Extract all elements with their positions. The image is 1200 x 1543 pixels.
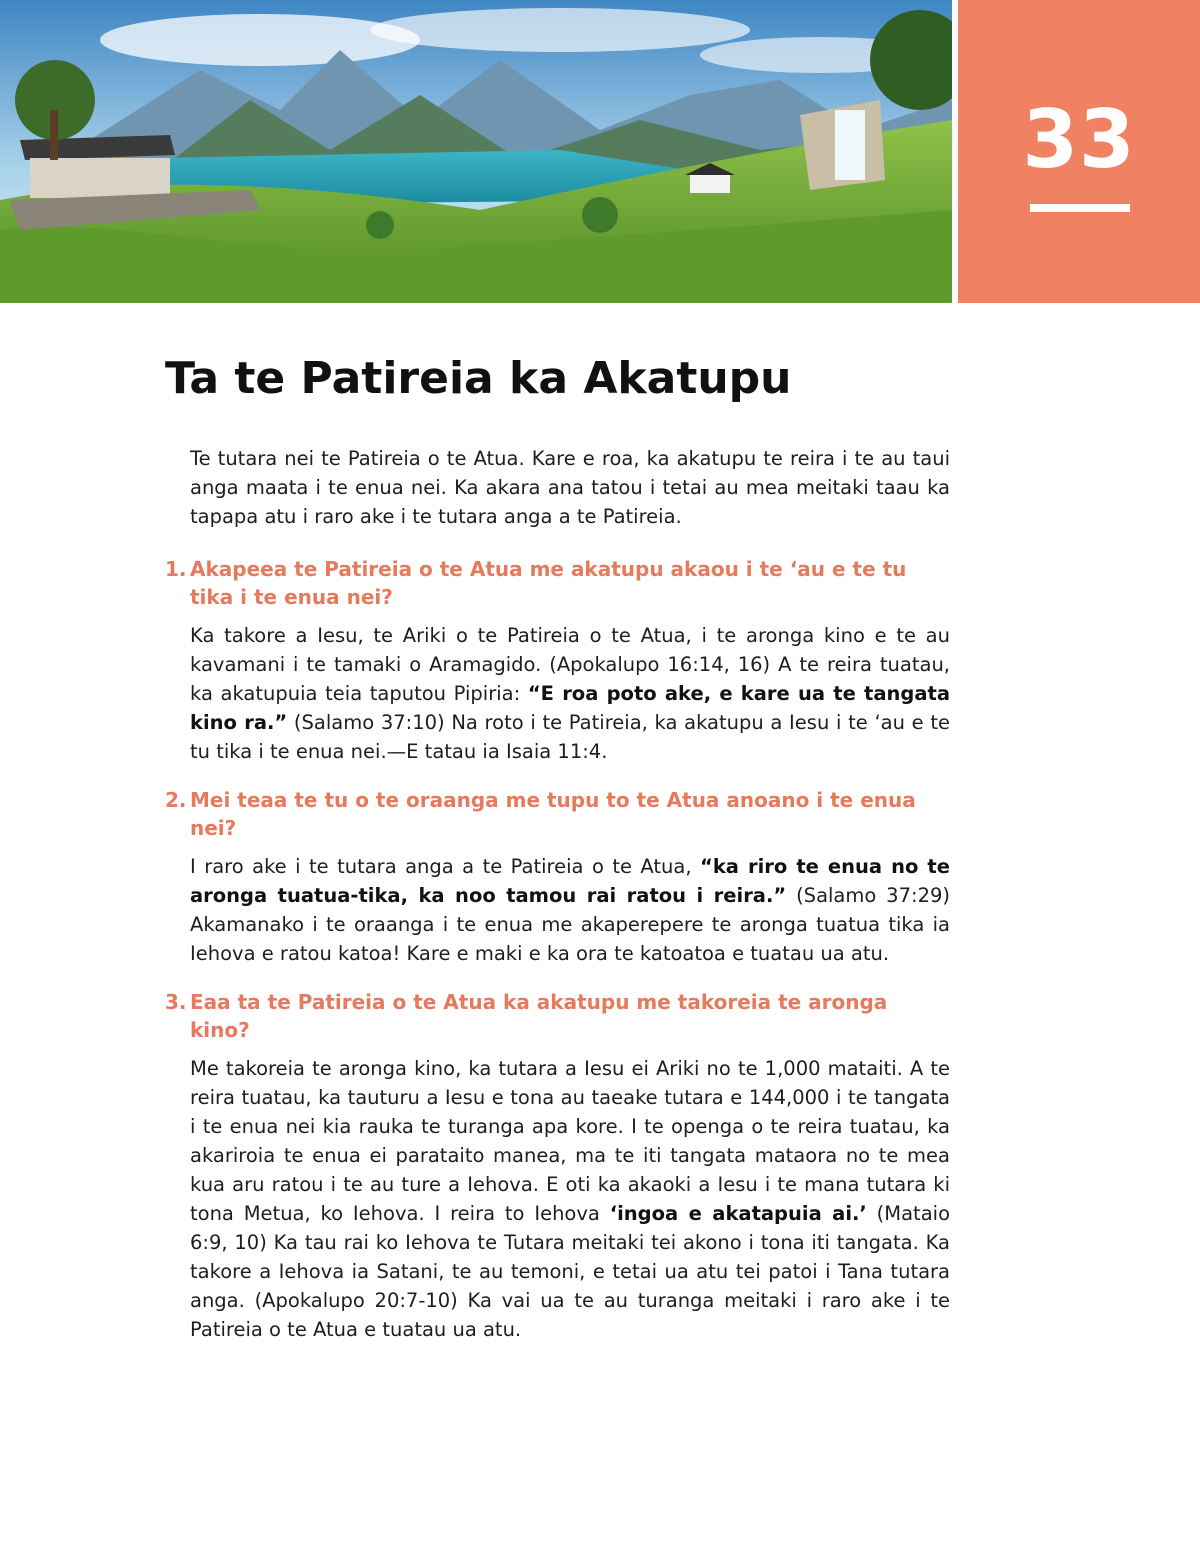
question-text: Mei teaa te tu o te oraanga me tupu to te Atua anoano i te enua nei? [190, 788, 916, 840]
intro-paragraph: Te tutara nei te Patireia o te Atua. Kare e roa, ka akatupu te reira i te au taui anga maata i te enua nei. Ka akara ana tatou i tetai au mea meitaki taau ka tapapa atu i raro ake i te tutara anga a te Patireia. [190, 447, 950, 528]
answer-text: Ka takore a Iesu, te Ariki o te Patireia o te Atua, i te aronga kino e te au kavamani i te tamaki o Aramagido. (Apokalupo 16:14, 16) A te reira tuatau, ka akatupuia teia taputou Pipiria: [190, 624, 950, 705]
answer-text: (Salamo 37:29) Akamanako i te oraanga i te enua me akaperepere te aronga tuatua tika ia Iehova e ratou katoa! Kare e maki e ka ora te katoatoa e tuatau ua atu. [190, 884, 950, 965]
header-illustration [0, 0, 952, 303]
question-2 [165, 786, 950, 842]
question-text: Akapeea te Patireia o te Atua me akatupu akaou i te ‘au e te tu tika i te enua nei? [190, 557, 907, 609]
lesson-body [0, 444, 1200, 1364]
answer-text: (Salamo 37:10) Na roto i te Patireia, ka akatupu a Iesu i te ‘au e te tu tika i te enua nei.—E tatau ia Isaia 11:4. [190, 711, 950, 763]
question-number: 2. [165, 788, 187, 812]
question-3 [165, 988, 950, 1044]
scripture-quote: ‘ingoa e akatapuia ai.’ [609, 1202, 867, 1225]
lesson-number: 33 [1022, 93, 1136, 186]
scripture-quote: “E roa poto ake, e kare ua te tangata kino ra.” [190, 682, 951, 734]
question-number: 3. [165, 990, 187, 1014]
answer-text: (Mataio 6:9, 10) Ka tau rai ko Iehova te Tutara meitaki tei akono i tona iti tangata. Ka takore a Iehova ia Satani, te au temoni, e tetai ua atu tei patoi i Tana tutara anga. (Apokalupo 20:7-10) Ka vai ua te au turanga meitaki i raro ake i te Patireia o te Atua e tuatau ua atu. [190, 1202, 950, 1341]
lesson-number-tab [958, 0, 1200, 303]
answer-text: Me takoreia te aronga kino, ka tutara a Iesu ei Ariki no te 1,000 mataiti. A te reira tuatau, ka tauturu a Iesu e tona au taeake tutara e 144,000 i te tangata i te enua nei kia rauka te turanga apa kore. I te openga o te reira tuatau, ka akariroia te enua ei parataito manea, ma te iti tangata mataora no te mea kua aru ratou i te au ture a Iehova. E oti ka akaoki a Iesu i te mana tutara ki tona Metua, ko Iehova. I reira to Iehova [190, 1057, 950, 1225]
question-number: 1. [165, 557, 187, 581]
scripture-quote: “ka riro te enua no te aronga tuatua-tika, ka noo tamou rai ratou i reira.” [190, 855, 950, 907]
lesson-number-underline [1030, 204, 1130, 212]
answer-3 [190, 1054, 950, 1344]
question-text: Eaa ta te Patireia o te Atua ka akatupu me takoreia te aronga kino? [190, 990, 888, 1042]
lesson-title: Ta te Patireia ka Akatupu [165, 353, 792, 404]
answer-1 [190, 621, 950, 766]
answer-text: I raro ake i te tutara anga a te Patireia o te Atua, [190, 855, 701, 878]
question-1 [165, 555, 950, 611]
answer-2 [190, 852, 950, 968]
